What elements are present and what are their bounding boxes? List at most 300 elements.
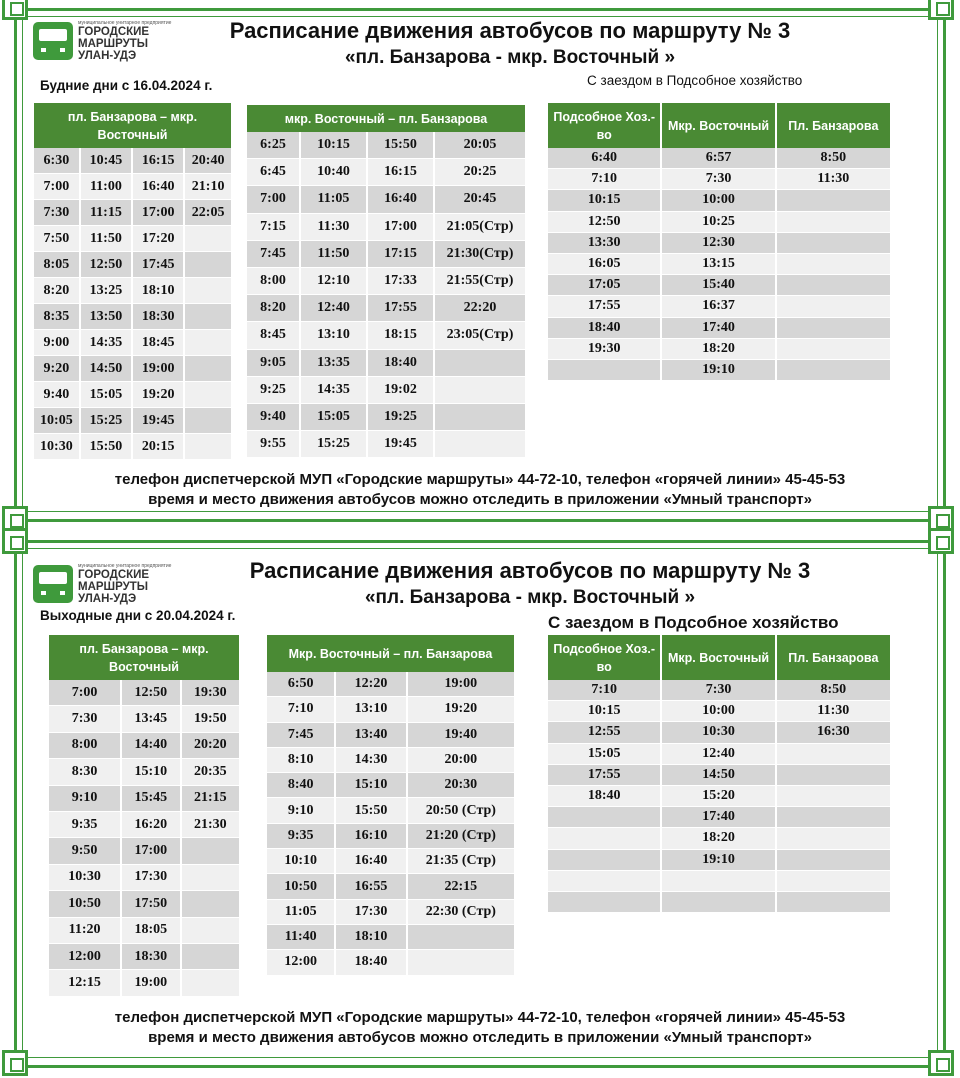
table-row <box>267 950 514 975</box>
table-header: пл. Банзарова – мкр. Восточный <box>34 103 231 148</box>
table-row <box>34 330 231 356</box>
time-cell: 19:20 <box>408 697 514 722</box>
time-cell: 16:30 <box>777 722 890 743</box>
time-cell: 18:40 <box>368 350 435 377</box>
logo-line: ГОРОДСКИЕ <box>78 569 150 581</box>
column-header: Мкр. Восточный <box>662 103 776 148</box>
time-cell <box>435 377 525 404</box>
time-cell: 15:40 <box>662 275 776 296</box>
table-row <box>34 252 231 278</box>
time-cell: 17:55 <box>548 765 662 786</box>
time-cell: 10:30 <box>34 434 81 460</box>
table-row <box>34 174 231 200</box>
table-row <box>267 697 514 722</box>
time-cell: 22:15 <box>408 874 514 899</box>
time-cell: 12:10 <box>301 268 368 295</box>
table-row <box>548 892 890 913</box>
table-row <box>548 680 890 701</box>
time-cell: 20:45 <box>435 186 525 213</box>
corner-ornament <box>928 528 954 554</box>
logo-line: ГОРОДСКИЕ <box>78 26 150 38</box>
time-cell: 15:10 <box>122 759 181 785</box>
time-cell: 21:05(Стр) <box>435 214 525 241</box>
time-cell: 7:10 <box>548 680 662 701</box>
time-cell <box>185 252 231 278</box>
time-cell <box>408 950 514 975</box>
time-cell: 7:30 <box>662 680 776 701</box>
time-cell: 21:30 <box>182 812 239 838</box>
time-cell: 10:00 <box>662 190 776 211</box>
table-body <box>49 680 239 997</box>
time-cell: 6:50 <box>267 672 336 697</box>
time-cell <box>548 360 662 381</box>
time-cell: 17:00 <box>368 214 435 241</box>
time-cell <box>185 356 231 382</box>
table-row <box>267 723 514 748</box>
corner-ornament <box>2 528 28 554</box>
time-cell: 15:25 <box>81 408 133 434</box>
table-row <box>548 318 890 339</box>
table-row <box>548 339 890 360</box>
time-cell: 17:15 <box>368 241 435 268</box>
footer-phones: телефон диспетчерской МУП «Городские маршруты» 44-72-10, телефон «горячей линии» 45-45-53 <box>114 1009 846 1026</box>
table-row <box>49 786 239 812</box>
time-cell: 15:05 <box>81 382 133 408</box>
time-cell: 21:10 <box>185 174 231 200</box>
table-row <box>267 824 514 849</box>
days-label: Будние дни с 16.04.2024 г. <box>40 78 213 93</box>
time-cell: 11:30 <box>777 169 890 190</box>
time-cell: 16:20 <box>122 812 181 838</box>
time-cell <box>777 871 890 892</box>
time-cell: 9:05 <box>247 350 301 377</box>
time-cell: 12:50 <box>122 680 181 706</box>
time-cell: 10:45 <box>81 148 133 174</box>
podsob-label: С заездом в Подсобное хозяйство <box>587 73 803 88</box>
podsob-label: С заездом в Подсобное хозяйство <box>548 613 839 632</box>
time-cell: 9:50 <box>49 838 122 864</box>
time-cell: 20:35 <box>182 759 239 785</box>
table-row <box>548 701 890 722</box>
table-body <box>548 148 890 381</box>
time-cell: 14:35 <box>81 330 133 356</box>
time-cell: 12:40 <box>301 295 368 322</box>
time-cell: 18:30 <box>122 944 181 970</box>
time-cell: 7:00 <box>247 186 301 213</box>
time-cell: 10:00 <box>662 701 776 722</box>
time-cell: 23:05(Стр) <box>435 322 525 349</box>
table-body <box>247 132 525 458</box>
table-row <box>267 748 514 773</box>
time-cell: 8:40 <box>267 773 336 798</box>
column-header: Подсобное Хоз.-во <box>548 635 662 680</box>
table-row <box>267 900 514 925</box>
time-cell: 7:10 <box>267 697 336 722</box>
table-row <box>548 233 890 254</box>
time-cell: 7:50 <box>34 226 81 252</box>
time-cell: 16:55 <box>336 874 407 899</box>
time-cell: 10:25 <box>662 212 776 233</box>
time-cell: 14:30 <box>336 748 407 773</box>
time-cell: 19:40 <box>408 723 514 748</box>
table-body <box>267 672 514 976</box>
time-cell <box>777 786 890 807</box>
time-cell <box>185 434 231 460</box>
time-cell: 20:50 (Стр) <box>408 798 514 823</box>
time-cell: 22:30 (Стр) <box>408 900 514 925</box>
table-row <box>548 850 890 871</box>
column-header: Мкр. Восточный <box>662 635 776 680</box>
time-cell <box>182 891 239 917</box>
time-cell: 18:40 <box>548 786 662 807</box>
table-row <box>247 214 525 241</box>
time-cell: 18:45 <box>133 330 185 356</box>
table-row <box>267 874 514 899</box>
time-cell: 18:20 <box>662 828 776 849</box>
time-cell <box>777 339 890 360</box>
table-row <box>247 377 525 404</box>
time-cell: 10:50 <box>49 891 122 917</box>
time-cell: 6:25 <box>247 132 301 159</box>
time-cell: 20:40 <box>185 148 231 174</box>
time-cell: 7:10 <box>548 169 662 190</box>
time-cell: 8:10 <box>267 748 336 773</box>
table-row <box>267 773 514 798</box>
time-cell: 8:20 <box>34 278 81 304</box>
time-cell <box>777 190 890 211</box>
time-cell: 21:35 (Стр) <box>408 849 514 874</box>
time-cell: 8:35 <box>34 304 81 330</box>
time-cell: 9:00 <box>34 330 81 356</box>
time-cell: 11:50 <box>301 241 368 268</box>
time-cell <box>777 318 890 339</box>
table-row <box>49 680 239 706</box>
route-subtitle: «пл. Банзарова - мкр. Восточный » <box>344 47 676 68</box>
time-cell: 9:10 <box>49 786 122 812</box>
logo-caption: муниципальное унитарное предприятие <box>78 20 172 26</box>
table-row <box>49 944 239 970</box>
corner-ornament <box>928 0 954 20</box>
time-cell: 12:15 <box>49 970 122 996</box>
table-row <box>49 733 239 759</box>
time-cell: 18:10 <box>133 278 185 304</box>
time-cell: 18:40 <box>336 950 407 975</box>
time-cell <box>182 838 239 864</box>
schedule-table-podsobnoe <box>548 103 890 381</box>
time-cell: 7:15 <box>247 214 301 241</box>
time-cell: 19:50 <box>182 706 239 732</box>
time-cell <box>777 212 890 233</box>
table-row <box>49 812 239 838</box>
table-header: пл. Банзарова – мкр. Восточный <box>49 635 239 680</box>
time-cell: 7:45 <box>247 241 301 268</box>
time-cell: 13:50 <box>81 304 133 330</box>
table-row <box>267 925 514 950</box>
time-cell <box>777 807 890 828</box>
time-cell: 16:05 <box>548 254 662 275</box>
time-cell: 15:05 <box>301 404 368 431</box>
time-cell: 18:30 <box>133 304 185 330</box>
time-cell <box>777 744 890 765</box>
table-row <box>247 241 525 268</box>
table-header: мкр. Восточный – пл. Банзарова <box>247 105 525 132</box>
table-row <box>49 970 239 996</box>
time-cell: 19:10 <box>662 850 776 871</box>
time-cell: 7:30 <box>49 706 122 732</box>
time-cell: 10:15 <box>301 132 368 159</box>
time-cell <box>182 918 239 944</box>
time-cell: 18:10 <box>336 925 407 950</box>
time-cell <box>185 382 231 408</box>
table-row <box>548 148 890 169</box>
corner-ornament <box>2 0 28 20</box>
time-cell: 15:45 <box>122 786 181 812</box>
table-body <box>34 148 231 460</box>
column-header: Пл. Банзарова <box>777 635 890 680</box>
table-row <box>548 190 890 211</box>
page-title: Расписание движения автобусов по маршруту № 3 <box>249 558 811 583</box>
table-row <box>34 304 231 330</box>
time-cell: 20:20 <box>182 733 239 759</box>
table-row <box>548 296 890 317</box>
time-cell: 17:55 <box>548 296 662 317</box>
time-cell: 14:50 <box>81 356 133 382</box>
time-cell: 8:20 <box>247 295 301 322</box>
table-body <box>548 680 890 913</box>
time-cell <box>435 350 525 377</box>
time-cell: 10:15 <box>548 190 662 211</box>
table-header-row <box>548 635 890 680</box>
time-cell: 6:45 <box>247 159 301 186</box>
logo-line: УЛАН-УДЭ <box>78 593 137 605</box>
corner-ornament <box>928 1050 954 1076</box>
time-cell: 19:00 <box>408 672 514 697</box>
time-cell: 13:35 <box>301 350 368 377</box>
route-subtitle: «пл. Банзарова - мкр. Восточный » <box>364 587 696 608</box>
time-cell: 11:50 <box>81 226 133 252</box>
time-cell: 16:37 <box>662 296 776 317</box>
table-row <box>247 295 525 322</box>
time-cell: 10:30 <box>662 722 776 743</box>
time-cell: 17:00 <box>133 200 185 226</box>
logo-line: МАРШРУТЫ <box>78 38 149 50</box>
time-cell: 8:00 <box>49 733 122 759</box>
time-cell <box>777 892 890 913</box>
time-cell: 17:33 <box>368 268 435 295</box>
table-row <box>247 159 525 186</box>
time-cell: 17:30 <box>122 865 181 891</box>
time-cell: 15:05 <box>548 744 662 765</box>
time-cell: 12:20 <box>336 672 407 697</box>
time-cell: 13:10 <box>336 697 407 722</box>
time-cell: 11:05 <box>301 186 368 213</box>
time-cell: 20:30 <box>408 773 514 798</box>
time-cell: 19:02 <box>368 377 435 404</box>
table-row <box>247 268 525 295</box>
time-cell: 16:40 <box>133 174 185 200</box>
logo-caption: муниципальное унитарное предприятие <box>78 563 172 569</box>
table-row <box>548 212 890 233</box>
table-header-row <box>548 103 890 148</box>
time-cell <box>182 944 239 970</box>
time-cell: 7:45 <box>267 723 336 748</box>
time-cell: 11:30 <box>777 701 890 722</box>
time-cell: 13:25 <box>81 278 133 304</box>
time-cell: 9:10 <box>267 798 336 823</box>
time-cell: 17:05 <box>548 275 662 296</box>
time-cell <box>777 275 890 296</box>
table-row <box>34 278 231 304</box>
time-cell: 17:40 <box>662 318 776 339</box>
table-row <box>267 849 514 874</box>
time-cell: 21:20 (Стр) <box>408 824 514 849</box>
time-cell: 18:20 <box>662 339 776 360</box>
time-cell <box>777 828 890 849</box>
footer-phones: телефон диспетчерской МУП «Городские маршруты» 44-72-10, телефон «горячей линии» 45-45-53 <box>114 471 846 488</box>
table-row <box>267 798 514 823</box>
time-cell: 8:00 <box>247 268 301 295</box>
days-label: Выходные дни с 20.04.2024 г. <box>40 608 236 623</box>
table-row <box>49 838 239 864</box>
time-cell: 13:30 <box>548 233 662 254</box>
time-cell <box>662 892 776 913</box>
table-row <box>34 434 231 460</box>
time-cell <box>777 850 890 871</box>
table-row <box>548 871 890 892</box>
time-cell: 19:30 <box>182 680 239 706</box>
table-row <box>34 148 231 174</box>
time-cell <box>777 296 890 317</box>
time-cell: 9:25 <box>247 377 301 404</box>
time-cell: 15:50 <box>336 798 407 823</box>
table-row <box>247 132 525 159</box>
table-row <box>49 891 239 917</box>
time-cell: 12:40 <box>662 744 776 765</box>
table-row <box>548 169 890 190</box>
time-cell: 9:35 <box>267 824 336 849</box>
time-cell <box>777 765 890 786</box>
time-cell <box>777 360 890 381</box>
table-row <box>49 918 239 944</box>
time-cell: 16:15 <box>368 159 435 186</box>
time-cell: 20:05 <box>435 132 525 159</box>
time-cell: 17:00 <box>122 838 181 864</box>
time-cell: 16:40 <box>368 186 435 213</box>
weekend-schedule-panel <box>0 530 960 1078</box>
time-cell: 13:15 <box>662 254 776 275</box>
time-cell: 14:40 <box>122 733 181 759</box>
time-cell: 10:50 <box>267 874 336 899</box>
time-cell: 16:15 <box>133 148 185 174</box>
time-cell: 22:20 <box>435 295 525 322</box>
column-header: Подсобное Хоз.-во <box>548 103 662 148</box>
time-cell: 9:35 <box>49 812 122 838</box>
time-cell: 8:30 <box>49 759 122 785</box>
time-cell: 19:25 <box>368 404 435 431</box>
table-row <box>267 672 514 697</box>
weekday-schedule-panel <box>0 0 960 530</box>
time-cell: 18:05 <box>122 918 181 944</box>
time-cell: 7:00 <box>34 174 81 200</box>
time-cell: 17:45 <box>133 252 185 278</box>
time-cell: 19:45 <box>133 408 185 434</box>
table-row <box>49 706 239 732</box>
time-cell: 19:30 <box>548 339 662 360</box>
time-cell: 11:20 <box>49 918 122 944</box>
schedule-table-banzarova-vostochny <box>34 103 231 460</box>
schedule-table-vostochny-banzarova <box>267 635 514 976</box>
table-row <box>247 404 525 431</box>
table-row <box>548 360 890 381</box>
time-cell: 6:57 <box>662 148 776 169</box>
time-cell <box>185 330 231 356</box>
schedule-table-podsobnoe <box>548 635 890 913</box>
page-title: Расписание движения автобусов по маршруту № 3 <box>229 18 791 43</box>
time-cell: 13:45 <box>122 706 181 732</box>
corner-ornament <box>2 1050 28 1076</box>
time-cell: 15:25 <box>301 431 368 458</box>
time-cell: 11:30 <box>301 214 368 241</box>
time-cell: 14:50 <box>662 765 776 786</box>
time-cell: 9:40 <box>247 404 301 431</box>
table-row <box>247 431 525 458</box>
time-cell: 6:40 <box>548 148 662 169</box>
time-cell: 8:50 <box>777 680 890 701</box>
time-cell: 10:10 <box>267 849 336 874</box>
time-cell: 8:05 <box>34 252 81 278</box>
time-cell: 10:05 <box>34 408 81 434</box>
time-cell: 15:50 <box>81 434 133 460</box>
time-cell: 12:00 <box>49 944 122 970</box>
table-row <box>247 322 525 349</box>
time-cell <box>185 278 231 304</box>
time-cell: 20:25 <box>435 159 525 186</box>
time-cell: 19:00 <box>122 970 181 996</box>
time-cell: 12:50 <box>548 212 662 233</box>
time-cell: 12:00 <box>267 950 336 975</box>
time-cell: 9:55 <box>247 431 301 458</box>
time-cell: 17:30 <box>336 900 407 925</box>
time-cell: 9:20 <box>34 356 81 382</box>
time-cell <box>185 304 231 330</box>
time-cell: 8:45 <box>247 322 301 349</box>
time-cell: 17:40 <box>662 807 776 828</box>
time-cell: 12:55 <box>548 722 662 743</box>
table-row <box>34 226 231 252</box>
time-cell: 13:40 <box>336 723 407 748</box>
table-row <box>247 350 525 377</box>
time-cell: 10:30 <box>49 865 122 891</box>
time-cell <box>435 431 525 458</box>
table-row <box>548 828 890 849</box>
time-cell: 7:30 <box>34 200 81 226</box>
time-cell <box>548 850 662 871</box>
time-cell: 19:45 <box>368 431 435 458</box>
table-row <box>247 186 525 213</box>
time-cell <box>408 925 514 950</box>
time-cell: 19:10 <box>662 360 776 381</box>
footer-app: время и место движения автобусов можно отследить в приложении «Умный транспорт» <box>148 491 812 508</box>
time-cell: 17:55 <box>368 295 435 322</box>
table-row <box>548 275 890 296</box>
table-row <box>34 200 231 226</box>
table-row <box>34 356 231 382</box>
time-cell: 22:05 <box>185 200 231 226</box>
table-row <box>548 722 890 743</box>
logo-line: УЛАН-УДЭ <box>78 50 137 62</box>
time-cell: 11:40 <box>267 925 336 950</box>
time-cell: 21:15 <box>182 786 239 812</box>
